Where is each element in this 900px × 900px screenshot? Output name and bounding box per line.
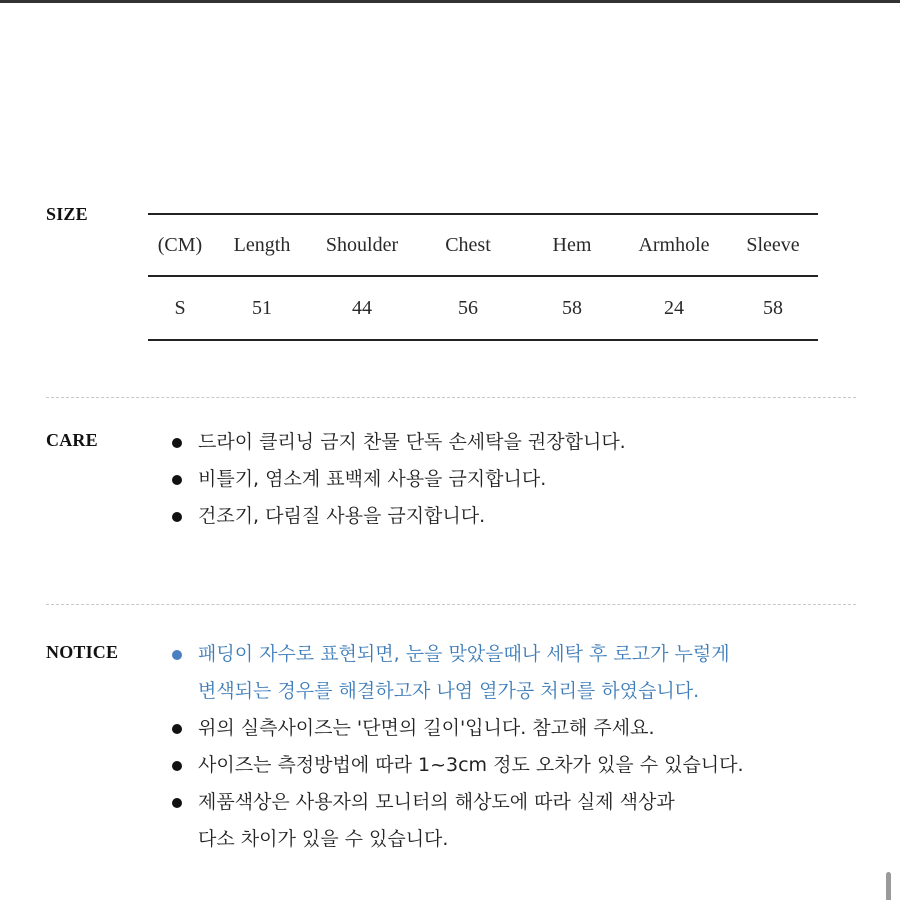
cell-shoulder: 44 [352, 296, 372, 319]
bullet-icon [172, 724, 182, 734]
col-length: Length [233, 233, 291, 256]
bullet-icon [172, 761, 182, 771]
list-item: 사이즈는 측정방법에 따라 1~3cm 정도 오차가 있을 수 있습니다. [170, 747, 744, 784]
size-table-header [148, 214, 818, 276]
list-item-highlight: 패딩이 자수로 표현되면, 눈을 맞았을때나 세탁 후 로고가 누렇게 변색되는 경우를 해결하고자 나염 열가공 처리를 하였습니다. [170, 636, 744, 710]
bullet-icon [172, 650, 182, 660]
list-item: 위의 실측사이즈는 '단면의 길이'입니다. 참고해 주세요. [170, 710, 744, 747]
care-list [170, 424, 626, 535]
cell-chest: 56 [458, 296, 478, 319]
cell-sleeve: 58 [763, 296, 783, 319]
list-item: 드라이 클리닝 금지 찬물 단독 손세탁을 권장합니다. [170, 424, 626, 461]
col-unit: (CM) [157, 233, 203, 256]
list-item: 제품색상은 사용자의 모니터의 해상도에 따라 실제 색상과 다소 차이가 있을 수 있습니다. [170, 784, 744, 858]
size-table [148, 213, 818, 341]
top-border [0, 0, 900, 3]
bullet-icon [172, 798, 182, 808]
cell-armhole: 24 [664, 296, 684, 319]
bullet-icon [172, 512, 182, 522]
notice-list [170, 636, 744, 858]
cell-length: 51 [252, 296, 272, 319]
bullet-icon [172, 438, 182, 448]
care-label: CARE [46, 430, 98, 450]
divider [46, 397, 856, 398]
cell-hem: 58 [562, 296, 582, 319]
col-armhole: Armhole [638, 233, 710, 256]
list-item: 비틀기, 염소계 표백제 사용을 금지합니다. [170, 461, 626, 498]
notice-label: NOTICE [46, 642, 119, 662]
col-shoulder: Shoulder [325, 233, 399, 256]
list-item: 건조기, 다림질 사용을 금지합니다. [170, 498, 626, 535]
col-sleeve: Sleeve [746, 233, 800, 256]
table-row [148, 276, 818, 340]
cell-size: S [174, 296, 186, 319]
divider [46, 604, 856, 605]
col-hem: Hem [552, 233, 592, 256]
size-label: SIZE [46, 204, 88, 224]
scrollbar[interactable] [886, 872, 891, 900]
bullet-icon [172, 475, 182, 485]
col-chest: Chest [445, 233, 491, 256]
